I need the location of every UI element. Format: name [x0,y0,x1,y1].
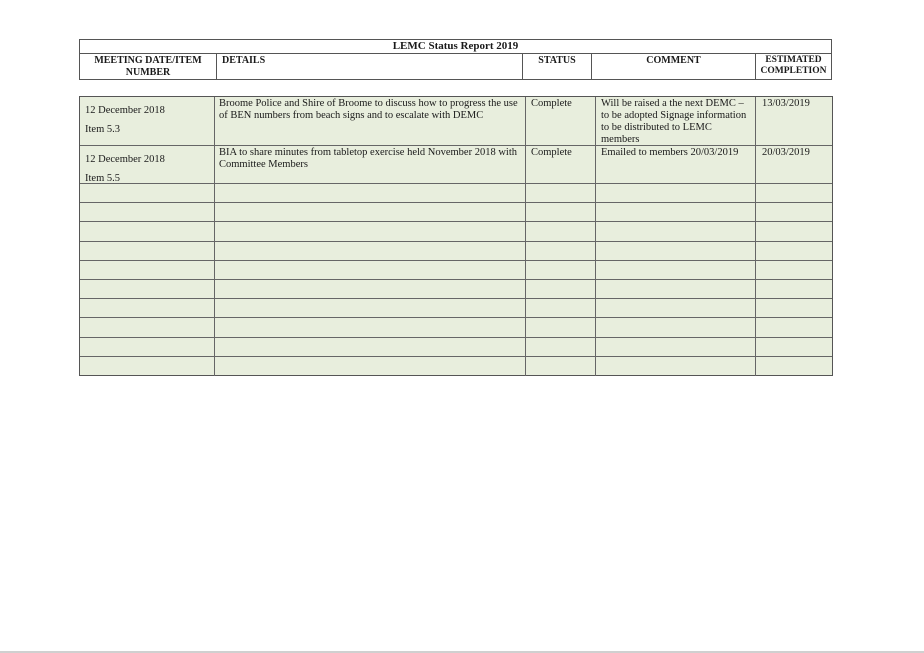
column-header-estimated-completion: ESTIMATED COMPLETION [760,55,827,76]
empty-cell [80,338,215,356]
empty-cell [215,184,526,202]
comment-cell: Emailed to members 20/03/2019 [596,146,756,183]
empty-cell [526,280,596,298]
report-header-table [79,39,832,80]
empty-cell [596,203,756,221]
empty-cell [80,242,215,260]
empty-cell [756,338,832,356]
empty-cell [80,357,215,376]
empty-table-row [80,242,832,261]
empty-cell [756,203,832,221]
empty-cell [80,222,215,240]
column-header-date: MEETING DATE/ITEM NUMBER [80,54,217,80]
empty-cell [80,203,215,221]
table-row [80,97,832,146]
estimated-completion-cell: 20/03/2019 [762,147,810,158]
estimated-completion-cell: 13/03/2019 [762,98,810,109]
empty-cell [215,338,526,356]
empty-cell [215,222,526,240]
item-number: Item 5.3 [85,124,120,135]
meeting-date: 12 December 2018 [85,105,165,116]
empty-table-row [80,184,832,203]
empty-cell [80,280,215,298]
empty-cell [526,357,596,376]
empty-cell [756,299,832,317]
empty-table-row [80,299,832,318]
empty-cell [215,280,526,298]
empty-cell [526,338,596,356]
empty-table-row [80,318,832,337]
details-cell: Broome Police and Shire of Broome to discuss how to progress the use of BEN numbers from beach signs and to escalate with DEMC [215,97,526,145]
meeting-date-cell [80,97,215,145]
empty-cell [756,280,832,298]
status-data-table [79,96,833,376]
empty-cell [215,357,526,376]
column-header-status: STATUS [523,54,592,80]
column-header-details: DETAILS [217,54,523,80]
empty-table-row [80,338,832,357]
table-row [80,146,832,184]
empty-cell [596,318,756,336]
empty-cell [526,318,596,336]
empty-cell [526,203,596,221]
empty-cell [756,242,832,260]
item-number: Item 5.5 [85,173,120,184]
empty-cell [596,338,756,356]
empty-cell [756,184,832,202]
empty-table-row [80,222,832,241]
empty-cell [596,357,756,376]
empty-cell [756,222,832,240]
meeting-date: 12 December 2018 [85,154,165,165]
empty-cell [215,203,526,221]
empty-cell [215,318,526,336]
status-cell: Complete [526,97,596,145]
empty-cell [756,318,832,336]
empty-cell [526,261,596,279]
details-cell: BIA to share minutes from tabletop exercise held November 2018 with Committee Members [215,146,526,183]
empty-cell [80,299,215,317]
empty-cell [215,242,526,260]
empty-cell [526,184,596,202]
status-cell: Complete [526,146,596,183]
column-header-row [80,54,831,80]
empty-cell [80,261,215,279]
report-title: LEMC Status Report 2019 [80,40,831,54]
empty-cell [596,280,756,298]
empty-cell [756,261,832,279]
empty-cell [80,318,215,336]
empty-table-row [80,203,832,222]
empty-cell [596,261,756,279]
empty-cell [596,299,756,317]
comment-cell: Will be raised a the next DEMC – to be adopted Signage information to be distributed to LEMC members [596,97,756,145]
empty-cell [526,222,596,240]
empty-table-row [80,357,832,376]
empty-cell [596,222,756,240]
empty-cell [80,184,215,202]
meeting-date-cell [80,146,215,183]
empty-cell [215,261,526,279]
empty-cell [596,242,756,260]
empty-cell [215,299,526,317]
empty-table-row [80,261,832,280]
empty-table-row [80,280,832,299]
empty-cell [756,357,832,376]
empty-cell [526,242,596,260]
empty-cell [596,184,756,202]
empty-cell [526,299,596,317]
column-header-comment: COMMENT [592,54,756,80]
